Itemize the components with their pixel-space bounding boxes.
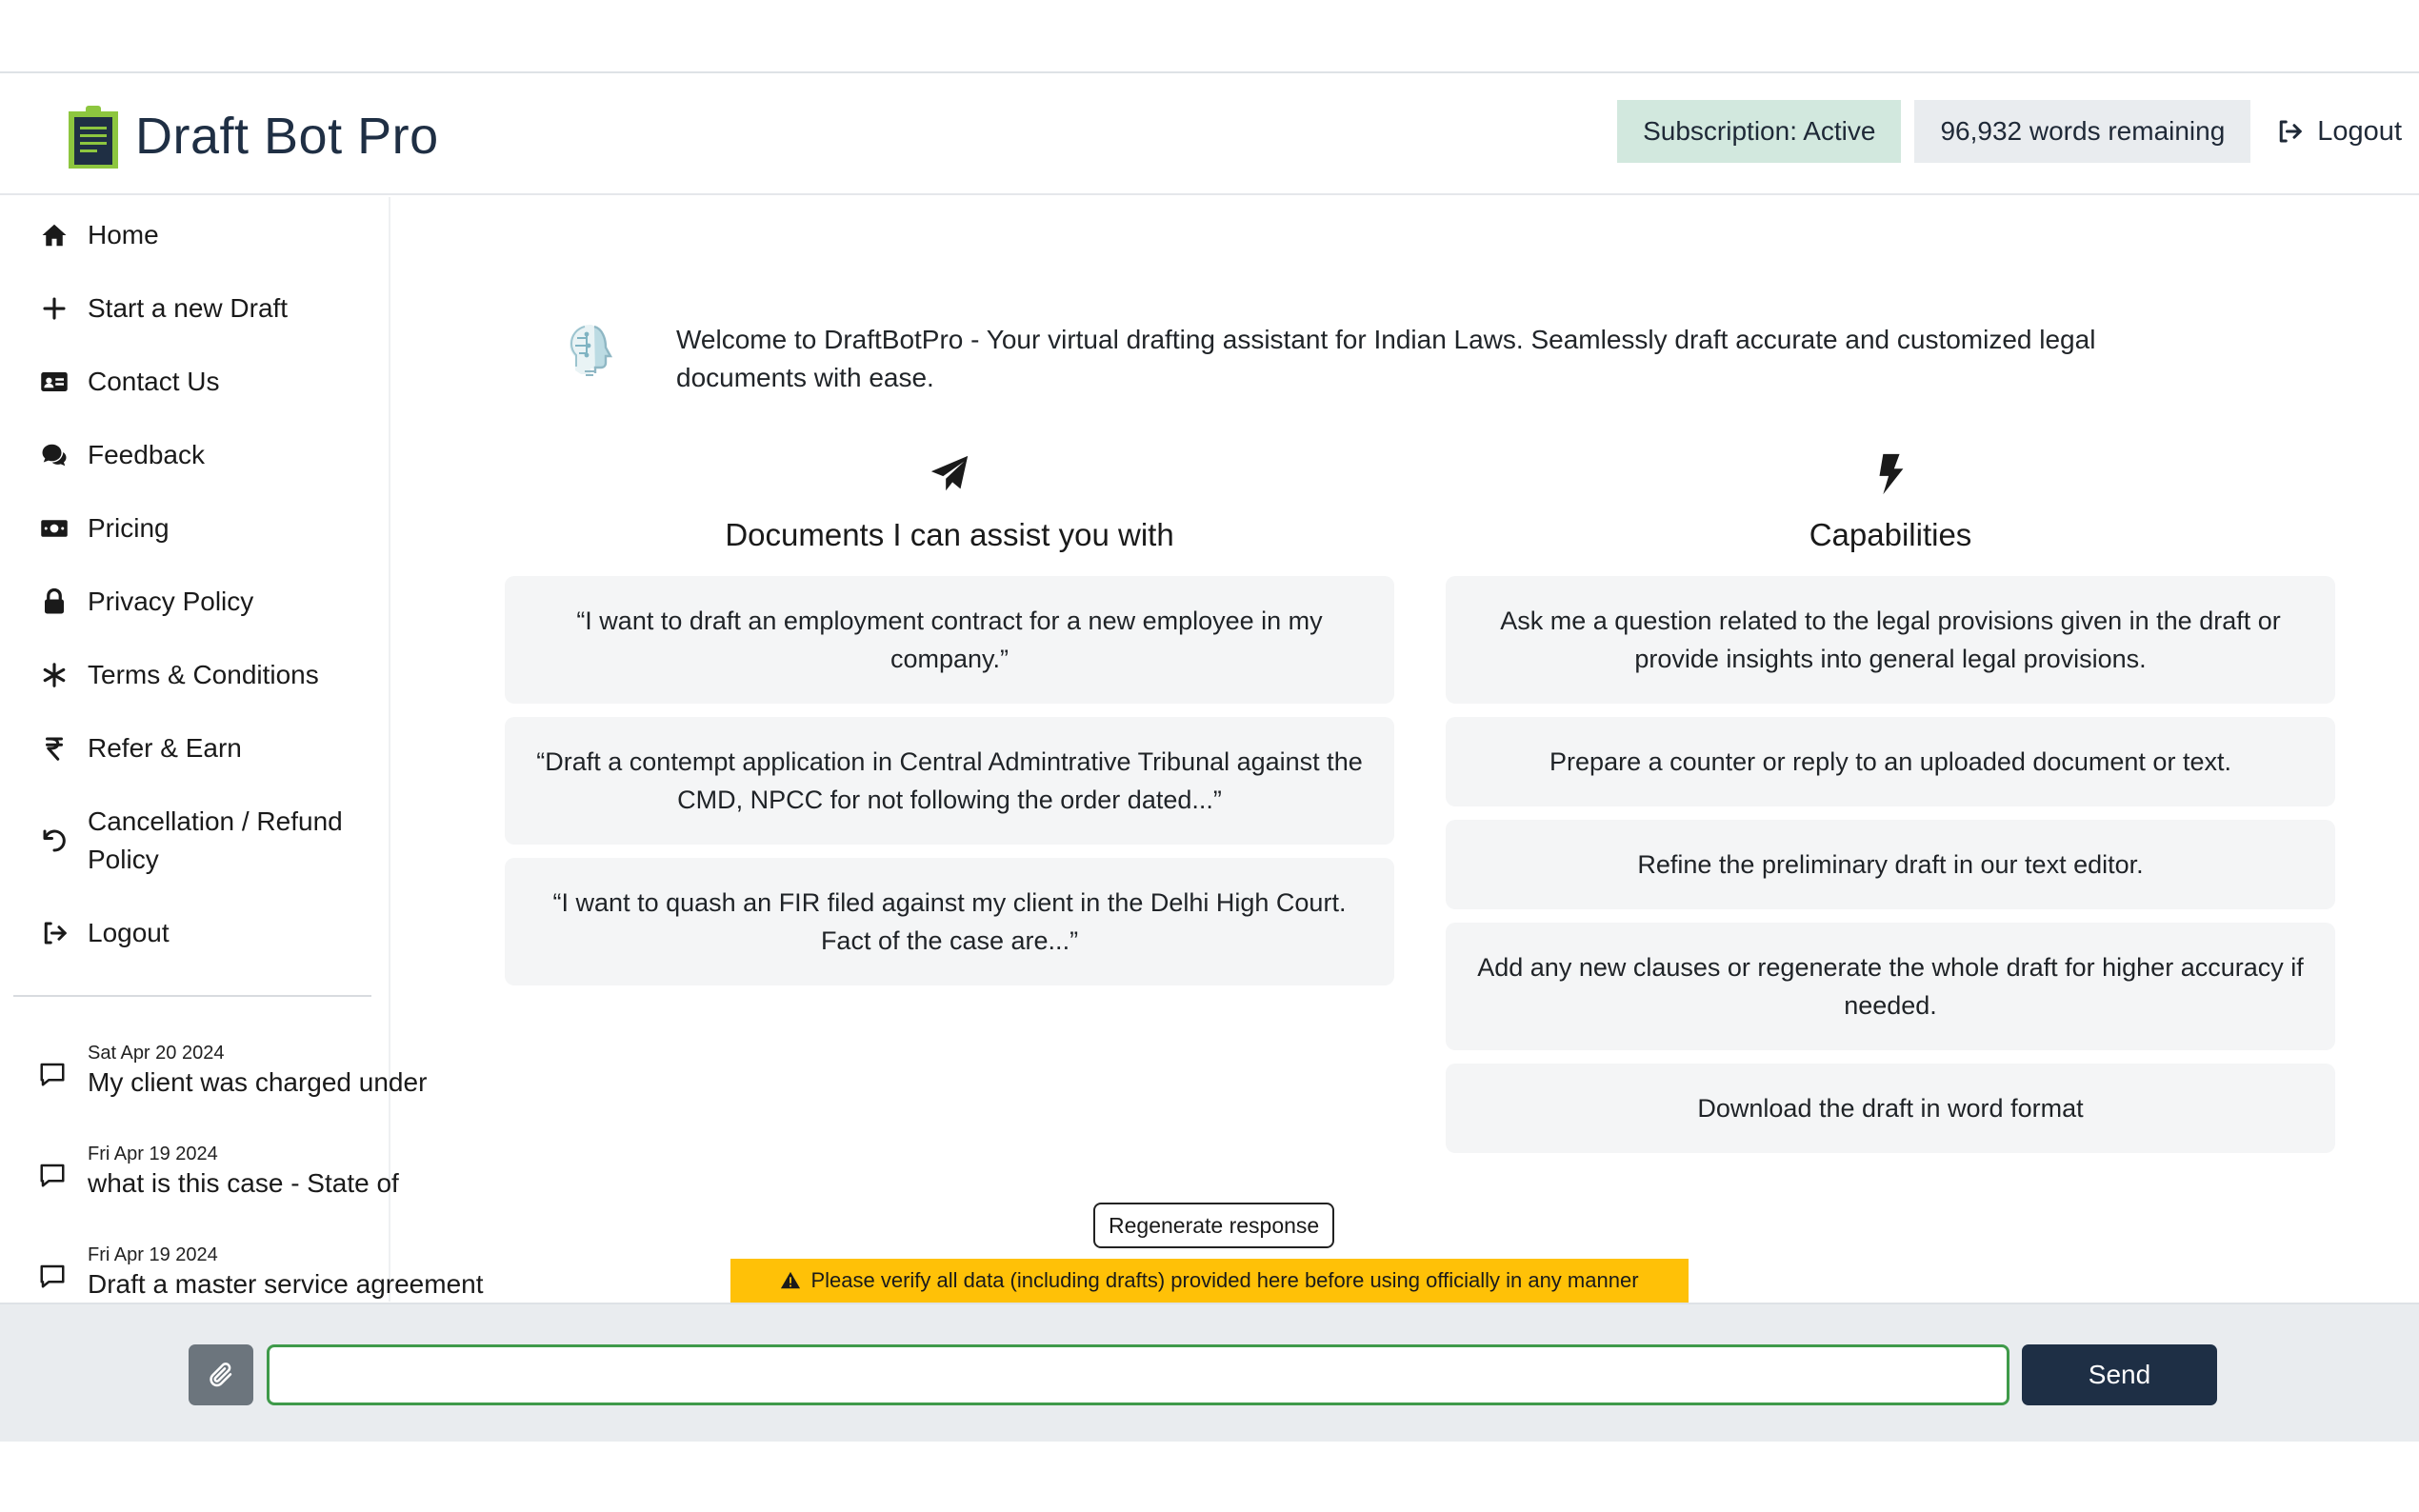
history-item[interactable] [38, 1243, 484, 1302]
message-icon [38, 1060, 67, 1088]
main-content [392, 197, 2419, 1302]
history-date: Fri Apr 19 2024 [88, 1144, 218, 1164]
sidebar-item-refer[interactable] [38, 729, 373, 767]
rupee-icon [40, 734, 69, 763]
sidebar-item-label: Logout [88, 918, 170, 947]
capability-card: Refine the preliminary draft in our text editor. [1446, 820, 2335, 909]
sidebar-item-home[interactable] [38, 216, 373, 254]
history-date: Sat Apr 20 2024 [88, 1043, 225, 1064]
plus-icon [40, 294, 69, 323]
lock-icon [40, 587, 69, 616]
document-example-card[interactable]: “I want to draft an employment contract for a new employee in my company.” [505, 576, 1394, 704]
verification-warning-banner [730, 1259, 1689, 1303]
sidebar-item-label: Privacy Policy [88, 587, 254, 616]
app-logo[interactable] [67, 102, 439, 170]
sidebar-item-label: Home [88, 220, 159, 249]
sidebar-item-cancellation[interactable] [38, 803, 373, 879]
money-bill-icon [40, 514, 69, 543]
logout-icon [40, 919, 69, 947]
logo-icon [67, 102, 120, 170]
asterisk-icon [40, 661, 69, 689]
logout-icon [2275, 117, 2304, 146]
app-header [0, 73, 2419, 195]
home-icon [40, 221, 69, 249]
history-item[interactable] [38, 1041, 428, 1100]
sidebar-item-privacy[interactable] [38, 583, 373, 621]
sidebar-item-feedback[interactable] [38, 436, 373, 474]
header-logout-label: Logout [2317, 115, 2402, 147]
regenerate-response-button[interactable]: Regenerate response [1093, 1203, 1334, 1248]
message-icon [38, 1161, 67, 1189]
app-title: Draft Bot Pro [135, 108, 439, 165]
capabilities-title: Capabilities [1809, 517, 1972, 552]
paperclip-icon [207, 1361, 235, 1389]
sidebar [0, 197, 484, 1302]
sidebar-item-label: Feedback [88, 440, 205, 469]
capability-card: Ask me a question related to the legal provisions given in the draft or provide insights into general legal provisions. [1446, 576, 2335, 704]
message-input[interactable] [267, 1344, 2009, 1405]
document-example-card[interactable]: “I want to quash an FIR filed against my client in the Delhi High Court. Fact of the case are...” [505, 858, 1394, 985]
history-title: Draft a master service agreement [88, 1269, 484, 1299]
welcome-text: Welcome to DraftBotPro - Your virtual drafting assistant for Indian Laws. Seamlessly draft accurate and customized legal documents with ease. [676, 325, 2096, 392]
document-example-card[interactable]: “Draft a contempt application in Central Admintrative Tribunal against the CMD, NPCC for not following the order dated...” [505, 717, 1394, 845]
sidebar-item-label: Start a new Draft [88, 293, 289, 323]
attach-file-button[interactable] [189, 1344, 253, 1405]
brain-head-icon [564, 321, 619, 380]
bolt-icon [1869, 452, 1912, 496]
documents-title: Documents I can assist you with [725, 517, 1174, 552]
capability-card: Download the draft in word format [1446, 1064, 2335, 1153]
comments-icon [40, 441, 69, 469]
composer-bar [0, 1303, 2419, 1442]
words-remaining-badge: 96,932 words remaining [1914, 100, 2250, 163]
sidebar-item-label: Refer & Earn [88, 733, 242, 763]
sidebar-item-contact[interactable] [38, 363, 373, 401]
header-logout-button[interactable] [2264, 100, 2406, 163]
warning-triangle-icon [780, 1270, 801, 1291]
sidebar-item-label: Cancellation / Refund Policy [88, 806, 343, 874]
send-button[interactable]: Send [2022, 1344, 2217, 1405]
sidebar-item-label: Pricing [88, 513, 170, 543]
history-item[interactable] [38, 1142, 408, 1201]
subscription-badge: Subscription: Active [1617, 100, 1901, 163]
documents-column [505, 452, 1394, 985]
header-actions [1617, 100, 2406, 163]
history-title: My client was charged under [88, 1067, 428, 1097]
history-title: what is this case - State of [88, 1168, 399, 1198]
capability-card: Prepare a counter or reply to an uploaded document or text. [1446, 717, 2335, 806]
id-card-icon [40, 368, 69, 396]
rotate-left-icon [40, 826, 69, 855]
browser-top-strip [0, 0, 2419, 73]
sidebar-divider [13, 995, 371, 997]
sidebar-item-terms[interactable] [38, 656, 373, 694]
paper-plane-icon [928, 452, 971, 496]
capability-card: Add any new clauses or regenerate the whole draft for higher accuracy if needed. [1446, 923, 2335, 1050]
history-date: Fri Apr 19 2024 [88, 1244, 218, 1265]
warning-text: Please verify all data (including drafts) provided here before using officially in any manner [810, 1268, 1639, 1292]
sidebar-item-label: Terms & Conditions [88, 660, 319, 689]
sidebar-item-pricing[interactable] [38, 509, 373, 547]
welcome-section [564, 321, 2124, 397]
message-icon [38, 1262, 67, 1290]
capabilities-column [1446, 452, 2335, 1153]
sidebar-item-label: Contact Us [88, 367, 220, 396]
sidebar-item-new-draft[interactable] [38, 289, 373, 328]
sidebar-item-logout[interactable] [38, 914, 373, 952]
